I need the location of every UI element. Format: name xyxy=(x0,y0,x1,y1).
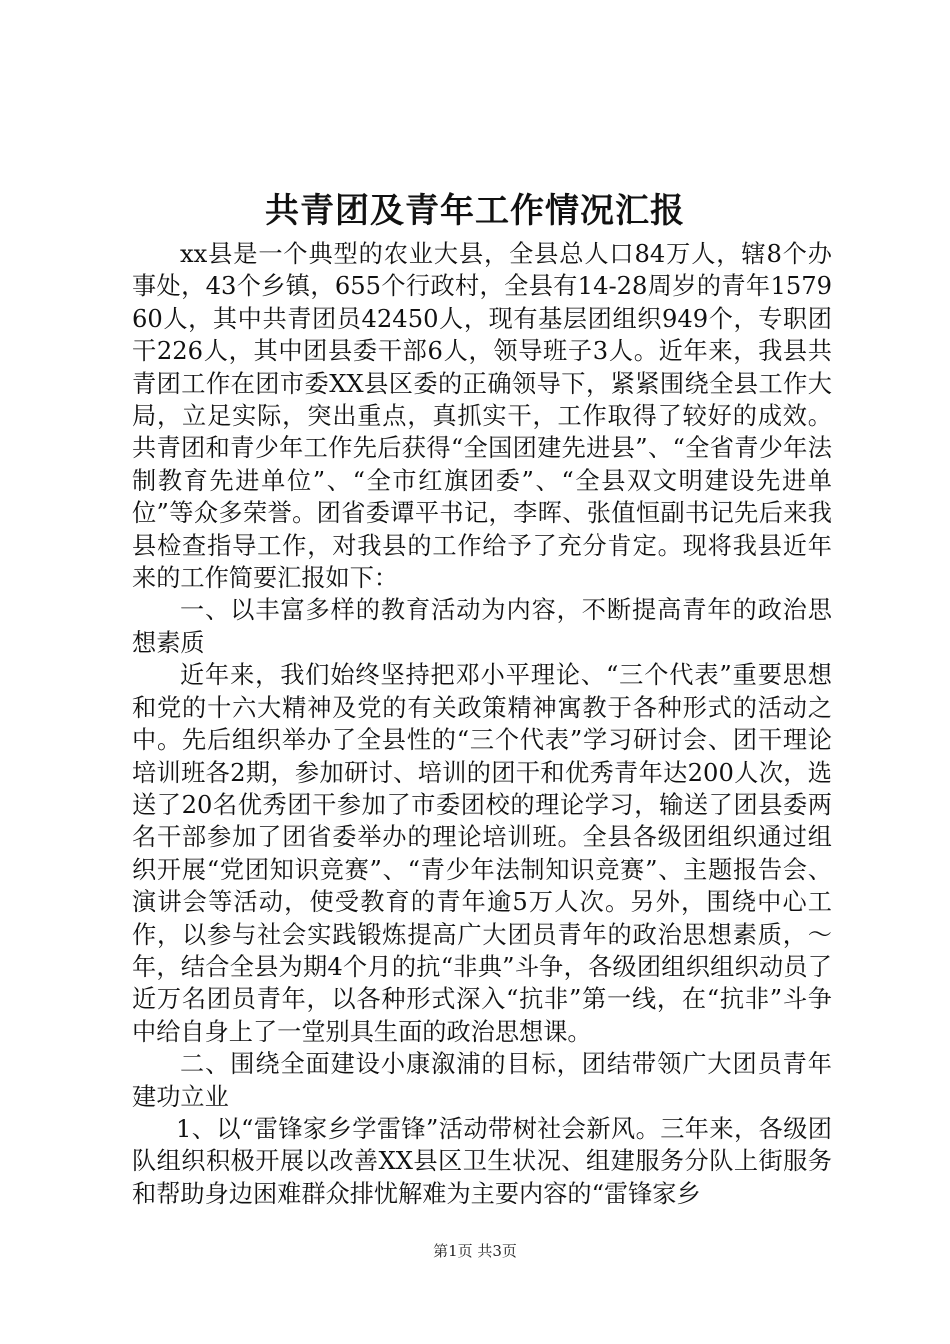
paragraph-intro: xx县是一个典型的农业大县，全县总人口84万人，辖8个办事处，43个乡镇，655个行政村，全县有14-28周岁的青年157960人，其中共青团员42450人，现有基层团组织949个，专职团干226人，其中团县委干部6人，领导班子3人。近年来，我县共青团工作在团市委XX县区委的正确领导下，紧紧围绕全县工作大局，立足实际，突出重点，真抓实干，工作取得了较好的成效。共青团和青少年工作先后获得“全国团建先进县”、“全省青少年法制教育先进单位”、“全市红旗团委”、“全县双文明建设先进单位”等众多荣誉。团省委谭平书记，李晖、张值恒副书记先后来我县检查指导工作，对我县的工作给予了充分肯定。现将我县近年来的工作简要汇报如下： xyxy=(132,240,832,593)
document-body xyxy=(132,238,832,1210)
paragraph-section-1: 近年来，我们始终坚持把邓小平理论、“三个代表”重要思想和党的十六大精神及党的有关政策精神寓教于各种形式的活动之中。先后组织举办了全县性的“三个代表”学习研讨会、团干理论培训班各2期，参加研讨、培训的团干和优秀青年达200人次，选送了20名优秀团干参加了市委团校的理论学习，输送了团县委两名干部参加了团省委举办的理论培训班。全县各级团组织通过组织开展“党团知识竞赛”、“青少年法制知识竞赛”、主题报告会、演讲会等活动，使受教育的青年逾5万人次。另外，围绕中心工作，以参与社会实践锻炼提高广大团员青年的政治思想素质，～年，结合全县为期4个月的抗“非典”斗争，各级团组织组织动员了近万名团员青年，以各种形式深入“抗非”第一线，在“抗非”斗争中给自身上了一堂别具生面的政治思想课。 xyxy=(132,661,832,1046)
document-title: 共青团及青年工作情况汇报 xyxy=(265,191,685,231)
section-heading-2: 二、围绕全面建设小康溆浦的目标，团结带领广大团员青年建功立业 xyxy=(132,1050,832,1111)
page-number: 第1页 共3页 xyxy=(433,1242,517,1260)
section-heading-1: 一、以丰富多样的教育活动为内容，不断提高青年的政治思想素质 xyxy=(132,596,832,657)
paragraph-item-1: 1、以“雷锋家乡学雷锋”活动带树社会新风。三年来，各级团队组织积极开展以改善XX县区卫生状况、组建服务分队上街服务和帮助身边困难群众排忧解难为主要内容的“雷锋家乡 xyxy=(132,1114,832,1208)
